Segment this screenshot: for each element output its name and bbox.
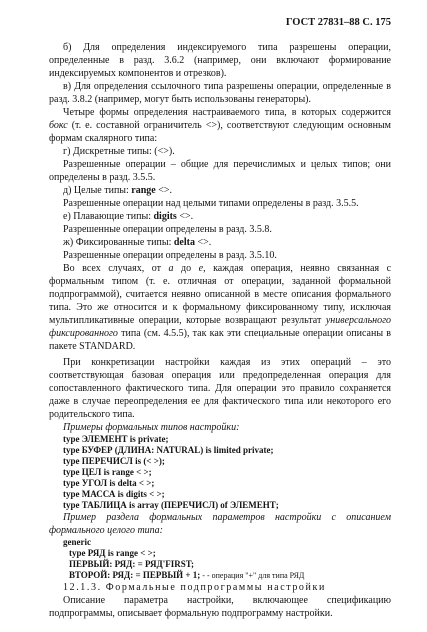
generic-code-block [49, 537, 391, 581]
text-run: (т. е. составной ограничитель <>), соответствуют следующим основным формам скалярного типа: [49, 120, 391, 144]
text-run: <>. [176, 211, 194, 222]
item-d-label [49, 184, 391, 197]
examples-title: Примеры формальных типов настройки: [63, 422, 240, 433]
box-term: бокс [49, 120, 68, 131]
code-line: type ТАБЛИЦА is array (ПЕРЕЧИСЛ) of ЭЛЕМЕНТ; [63, 500, 279, 510]
item-d-operations: Разрешенные операции над целыми типами определены в разд. 3.5.5. [63, 198, 359, 209]
paragraph-all-cases [49, 262, 391, 353]
item-zh-label [49, 236, 391, 249]
code-line [49, 570, 391, 581]
text-run: д) Целые типы: [63, 185, 132, 196]
code-comment: - - операция "+" для типа РЯД [200, 571, 305, 580]
keyword: range [131, 185, 156, 196]
text-run: Во всех случаях, от [63, 263, 169, 274]
item-g-operations: Разрешенные операции – общие для перечислимых и целых типов; они определены в разд. 3.5.5. [49, 159, 391, 183]
code-line: type РЯД is range < >; [69, 548, 156, 558]
text-run: типа (см. 4.5.5), так как эти специальные операции описаны в пакете STANDARD. [49, 328, 391, 352]
paragraph-four-forms [49, 106, 391, 145]
code-line: type БУФЕР (ДЛИНА: NATURAL) is limited private; [63, 445, 274, 455]
item-g-label: г) Дискретные типы: (<>). [63, 146, 175, 157]
universal-fixed-term: универсального фиксированного [49, 315, 391, 339]
item-e-label [49, 210, 391, 223]
code-line: type ЭЛЕМЕНТ is private; [63, 434, 169, 444]
example-section-title: Пример раздела формальных параметров настройки с описанием формального целого типа: [49, 512, 391, 536]
page-body [49, 41, 391, 620]
text-run: до [173, 263, 199, 274]
code-line: ПЕРВЫЙ: РЯД: = РЯД'FIRST; [69, 559, 195, 569]
text-run: , каждая операция, неявно связанная с формальным типом (т. е. отличная от операции, заданной формальной подпрограммой), считается неявно описанной в месте описания формального типа. Это же относится и к формальному фиксированному типу, исключая мультипликативные операции, которые возвращают результат [49, 263, 392, 326]
paragraph-concretization: При конкретизации настройки каждая из этих операций – это соответствующая базовая операция или предопределенная операция для сопоставленного фактического типа. Для операции это правило сохраняется даже в случае переопределения ее для фактического типа или некоторого его родительского типа. [49, 357, 391, 420]
keyword: digits [153, 211, 177, 222]
item-zh-operations: Разрешенные операции определены в разд. 3.5.10. [63, 250, 277, 261]
paragraph-v: в) Для определения ссылочного типа разрешены операции, определенные в разд. 3.8.2 (например, могут быть использованы генераторы). [49, 81, 391, 105]
text-run: е) Плавающие типы: [63, 211, 154, 222]
paragraph-b: б) Для определения индексируемого типа разрешены операции, определенные в разд. 3.6.2 (например, они включают формирование индексируемых компонентов и отрезков). [49, 42, 391, 79]
code-line: type УГОЛ is delta < >; [63, 478, 155, 488]
item-e-operations: Разрешенные операции определены в разд. 3.5.8. [63, 224, 272, 235]
page-header: ГОСТ 27831–88 С. 175 [285, 17, 391, 28]
letter-ref: е [198, 263, 204, 274]
section-heading: 12.1.3. Формальные подпрограммы настройки [63, 582, 326, 593]
code-text: ВТОРОЙ: РЯД: = ПЕРВЫЙ + 1; [69, 570, 201, 580]
text-run: ж) Фиксированные типы: [63, 237, 174, 248]
code-line: generic [63, 537, 91, 547]
examples-code-block [49, 434, 391, 511]
code-line: type ПЕРЕЧИСЛ is (< >); [63, 456, 165, 466]
text-run: <>. [194, 237, 212, 248]
text-run: <>. [155, 185, 173, 196]
text-run: Четыре формы определения настраиваемого типа, в которых содержится [63, 107, 391, 118]
code-line: type ЦЕЛ is range < >; [63, 467, 152, 477]
paragraph-last: Описание параметра настройки, включающее спецификацию подпрограммы, описывает формальную подпрограмму настройки. [49, 595, 391, 619]
code-line: type МАССА is digits < >; [63, 489, 165, 499]
letter-ref: а [168, 263, 174, 274]
keyword: delta [173, 237, 195, 248]
